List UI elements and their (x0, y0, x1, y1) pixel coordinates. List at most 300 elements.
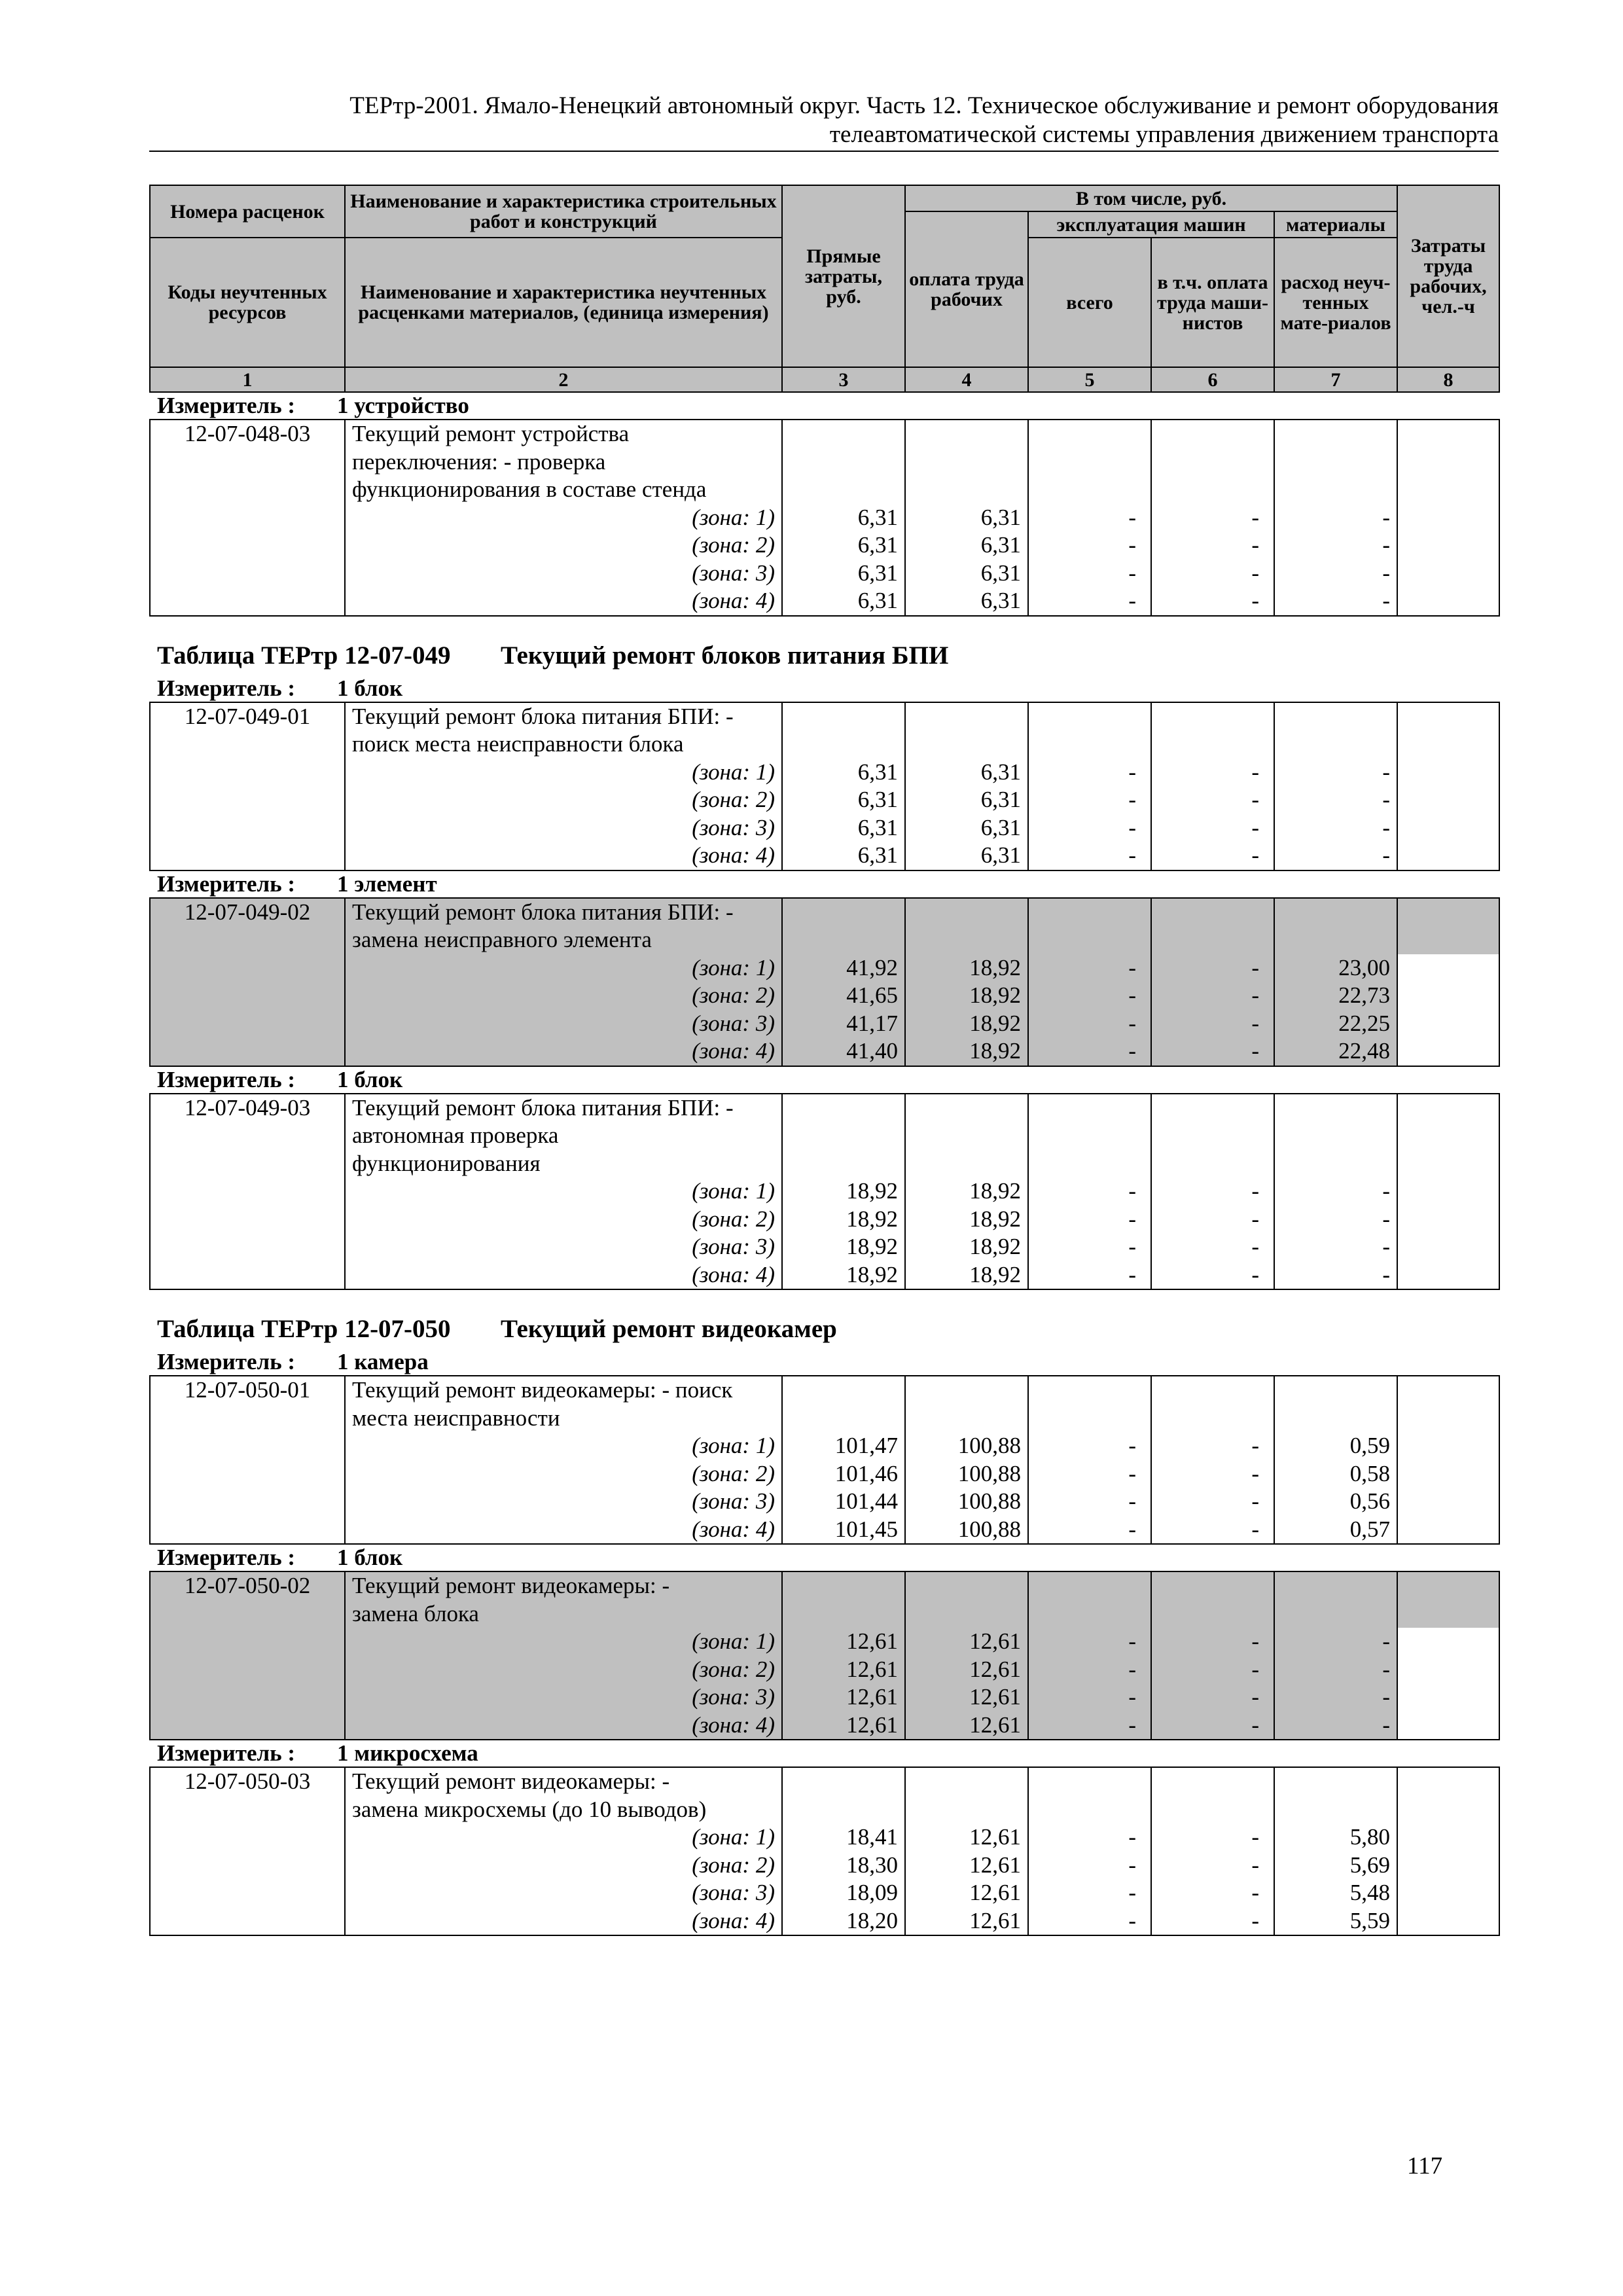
zone-label: (зона: 2) (345, 786, 782, 814)
materials: 5,48 (1274, 1879, 1397, 1907)
measure-label: Измеритель : (157, 870, 296, 897)
materials: - (1274, 814, 1397, 842)
col-num-7: 7 (1274, 367, 1397, 392)
empty-cell (782, 420, 905, 504)
col-num-6: 6 (1151, 367, 1274, 392)
machines-wage: - (1151, 1432, 1274, 1460)
empty-cell (782, 1571, 905, 1628)
materials: - (1274, 1177, 1397, 1206)
materials: - (1274, 759, 1397, 787)
machines-total: - (1028, 1656, 1151, 1684)
empty-cell (1151, 420, 1274, 504)
header-resource-codes: Коды неучтенных ресурсов (150, 238, 345, 367)
machines-total: - (1028, 982, 1151, 1010)
machines-total: - (1028, 1852, 1151, 1880)
wage: 18,92 (905, 1261, 1028, 1290)
machines-wage: - (1151, 1516, 1274, 1545)
empty-cell (1274, 1767, 1397, 1823)
machines-total: - (1028, 1010, 1151, 1038)
zone-row (150, 1879, 1499, 1907)
empty-cell (1028, 1376, 1151, 1432)
zone-row (150, 1488, 1499, 1516)
machines-wage: - (1151, 1712, 1274, 1740)
machines-total: - (1028, 786, 1151, 814)
direct-costs: 6,31 (782, 814, 905, 842)
table-header (149, 185, 1500, 393)
measure-line (149, 1067, 1499, 1093)
empty-cell (1274, 702, 1397, 759)
measure-unit: 1 блок (337, 675, 403, 701)
empty-cell (1028, 1767, 1151, 1823)
zone-row (150, 1177, 1499, 1206)
zone-row (150, 954, 1499, 982)
machines-wage: - (1151, 842, 1274, 870)
materials: - (1274, 587, 1397, 616)
rate-description-line: Текущий ремонт устройства (345, 420, 782, 448)
zone-row (150, 982, 1499, 1010)
machines-total: - (1028, 842, 1151, 870)
table-title-code: Таблица ТЕРтр 12-07-049 (157, 641, 451, 670)
zone-label: (зона: 4) (345, 1516, 782, 1545)
empty-cell (905, 898, 1028, 954)
rate-block (149, 1093, 1500, 1291)
direct-costs: 41,65 (782, 982, 905, 1010)
zone-row (150, 504, 1499, 532)
empty-cell (1397, 420, 1499, 504)
empty-cell (1397, 1376, 1499, 1432)
machines-wage: - (1151, 1233, 1274, 1261)
measure-label: Измеритель : (157, 1740, 296, 1766)
measure-unit: 1 блок (337, 1066, 403, 1092)
machines-total: - (1028, 759, 1151, 787)
table-title (149, 1315, 1499, 1344)
zone-row (150, 759, 1499, 787)
empty-cell (1151, 1767, 1274, 1823)
direct-costs: 41,40 (782, 1037, 905, 1066)
materials: 5,69 (1274, 1852, 1397, 1880)
machines-total: - (1028, 560, 1151, 588)
direct-costs: 18,20 (782, 1907, 905, 1936)
measure-label: Измеритель : (157, 1545, 296, 1570)
measure-line (149, 393, 1499, 419)
wage: 12,61 (905, 1852, 1028, 1880)
empty-cell (1151, 1094, 1274, 1178)
materials: - (1274, 1233, 1397, 1261)
wage: 100,88 (905, 1516, 1028, 1545)
materials: 22,48 (1274, 1037, 1397, 1066)
machines-total: - (1028, 504, 1151, 532)
direct-costs: 6,31 (782, 587, 905, 616)
machines-wage: - (1151, 759, 1274, 787)
zone-label: (зона: 4) (345, 1907, 782, 1936)
direct-costs: 101,45 (782, 1516, 905, 1545)
header-work-name: Наименование и характеристика строительных работ и конструкций (345, 185, 782, 238)
direct-costs: 18,92 (782, 1177, 905, 1206)
machines-wage: - (1151, 982, 1274, 1010)
zone-label: (зона: 1) (345, 1177, 782, 1206)
header-wage: оплата труда рабочих (905, 211, 1028, 367)
zone-row (150, 1852, 1499, 1880)
zone-row (150, 1656, 1499, 1684)
header-machines-wage: в т.ч. оплата труда маши-нистов (1151, 238, 1274, 367)
wage: 6,31 (905, 759, 1028, 787)
materials: 5,59 (1274, 1907, 1397, 1936)
zone-label: (зона: 1) (345, 1823, 782, 1852)
rate-code: 12-07-050-02 (150, 1571, 345, 1740)
col-num-4: 4 (905, 367, 1028, 392)
machines-wage: - (1151, 954, 1274, 982)
materials: - (1274, 1683, 1397, 1712)
rate-description-line: функционирования в составе стенда (345, 476, 782, 504)
empty-cell (1028, 898, 1151, 954)
header-rate-numbers: Номера расценок (150, 185, 345, 238)
rate-block (149, 1571, 1500, 1740)
rate-description-line: Текущий ремонт блока питания БПИ: - (345, 898, 782, 927)
machines-total: - (1028, 587, 1151, 616)
materials: - (1274, 504, 1397, 532)
rate-description-line: Текущий ремонт видеокамеры: - (345, 1571, 782, 1600)
header-material-name: Наименование и характеристика неучтенных расценками материалов, (единица измерения) (345, 238, 782, 367)
zone-row (150, 842, 1499, 870)
materials: - (1274, 531, 1397, 560)
rate-code: 12-07-048-03 (150, 420, 345, 616)
measure-line (149, 1740, 1499, 1767)
rate-block (149, 419, 1500, 617)
empty-cell (905, 1094, 1028, 1178)
machines-wage: - (1151, 1037, 1274, 1066)
empty-cell (1028, 1094, 1151, 1178)
empty-cell (905, 1767, 1028, 1823)
empty-cell (1397, 1571, 1499, 1628)
zone-label: (зона: 3) (345, 1879, 782, 1907)
zone-label: (зона: 2) (345, 1852, 782, 1880)
empty-cell (1028, 1571, 1151, 1628)
rate-description-line: переключения: - проверка (345, 448, 782, 476)
direct-costs: 12,61 (782, 1683, 905, 1712)
zone-label: (зона: 4) (345, 1261, 782, 1290)
measure-line (149, 1349, 1499, 1375)
measure-unit: 1 камера (337, 1349, 429, 1374)
machines-total: - (1028, 1683, 1151, 1712)
zone-row (150, 1206, 1499, 1234)
materials: - (1274, 786, 1397, 814)
running-header (149, 92, 1499, 149)
direct-costs: 6,31 (782, 786, 905, 814)
machines-wage: - (1151, 504, 1274, 532)
machines-total: - (1028, 1233, 1151, 1261)
header-including-group: В том числе, руб. (905, 185, 1397, 211)
zone-label: (зона: 3) (345, 560, 782, 588)
machines-total: - (1028, 954, 1151, 982)
rate-block (149, 1375, 1500, 1545)
materials: 0,56 (1274, 1488, 1397, 1516)
wage: 6,31 (905, 531, 1028, 560)
machines-wage: - (1151, 1628, 1274, 1656)
header-rule (149, 151, 1499, 152)
machines-total: - (1028, 1628, 1151, 1656)
zone-label: (зона: 4) (345, 587, 782, 616)
rate-block (149, 897, 1500, 1067)
wage: 18,92 (905, 954, 1028, 982)
zone-row (150, 1823, 1499, 1852)
materials: 22,25 (1274, 1010, 1397, 1038)
rate-description-line: Текущий ремонт видеокамеры: - (345, 1767, 782, 1796)
wage: 18,92 (905, 982, 1028, 1010)
empty-cell (1397, 1767, 1499, 1823)
machines-wage: - (1151, 531, 1274, 560)
wage: 12,61 (905, 1879, 1028, 1907)
wage: 12,61 (905, 1907, 1028, 1936)
machines-total: - (1028, 1037, 1151, 1066)
machines-total: - (1028, 1460, 1151, 1488)
machines-total: - (1028, 1879, 1151, 1907)
col-num-1: 1 (150, 367, 345, 392)
direct-costs: 101,47 (782, 1432, 905, 1460)
empty-cell (782, 1094, 905, 1178)
rate-code: 12-07-049-02 (150, 898, 345, 1066)
document-page (149, 92, 1499, 1936)
zone-label: (зона: 1) (345, 759, 782, 787)
empty-cell (1274, 1094, 1397, 1178)
empty-cell (905, 702, 1028, 759)
zone-label: (зона: 3) (345, 1233, 782, 1261)
measure-line (149, 871, 1499, 897)
materials: - (1274, 1206, 1397, 1234)
header-column-numbers (150, 367, 1499, 392)
zone-label: (зона: 1) (345, 1432, 782, 1460)
machines-total: - (1028, 1488, 1151, 1516)
direct-costs: 18,92 (782, 1261, 905, 1290)
measure-line (149, 1545, 1499, 1571)
header-labor-costs: Затраты труда рабочих, чел.-ч (1397, 185, 1499, 367)
empty-cell (1274, 1571, 1397, 1628)
machines-wage: - (1151, 1206, 1274, 1234)
machines-wage: - (1151, 587, 1274, 616)
machines-wage: - (1151, 786, 1274, 814)
empty-cell (782, 898, 905, 954)
zone-label: (зона: 2) (345, 531, 782, 560)
empty-cell (905, 1376, 1028, 1432)
wage: 12,61 (905, 1683, 1028, 1712)
rate-description-line: Текущий ремонт блока питания БПИ: - (345, 702, 782, 731)
machines-total: - (1028, 1907, 1151, 1936)
direct-costs: 6,31 (782, 759, 905, 787)
materials: 0,57 (1274, 1516, 1397, 1545)
zone-label: (зона: 1) (345, 954, 782, 982)
empty-cell (1397, 702, 1499, 759)
zone-label: (зона: 2) (345, 982, 782, 1010)
rate-code: 12-07-050-01 (150, 1376, 345, 1544)
zone-row (150, 786, 1499, 814)
zone-row (150, 1233, 1499, 1261)
machines-total: - (1028, 1823, 1151, 1852)
measure-label: Измеритель : (157, 1066, 296, 1092)
empty-cell (1397, 1094, 1499, 1178)
zone-row (150, 1683, 1499, 1712)
zone-label: (зона: 3) (345, 814, 782, 842)
zone-label: (зона: 2) (345, 1206, 782, 1234)
zone-row (150, 1907, 1499, 1936)
measure-label: Измеритель : (157, 675, 296, 701)
wage: 18,92 (905, 1037, 1028, 1066)
measure-unit: 1 элемент (337, 870, 437, 897)
wage: 18,92 (905, 1233, 1028, 1261)
empty-cell (1151, 1376, 1274, 1432)
wage: 100,88 (905, 1432, 1028, 1460)
machines-wage: - (1151, 560, 1274, 588)
direct-costs: 41,17 (782, 1010, 905, 1038)
direct-costs: 6,31 (782, 842, 905, 870)
header-machines-total: всего (1028, 238, 1151, 367)
rate-description-line: места неисправности (345, 1405, 782, 1433)
header-materials-group: материалы (1274, 211, 1397, 238)
direct-costs: 18,09 (782, 1879, 905, 1907)
machines-wage: - (1151, 1261, 1274, 1290)
machines-wage: - (1151, 1852, 1274, 1880)
empty-cell (782, 1767, 905, 1823)
direct-costs: 6,31 (782, 531, 905, 560)
zone-row (150, 1628, 1499, 1656)
wage: 6,31 (905, 504, 1028, 532)
machines-wage: - (1151, 1823, 1274, 1852)
wage: 18,92 (905, 1010, 1028, 1038)
zone-label: (зона: 3) (345, 1488, 782, 1516)
zone-label: (зона: 2) (345, 1656, 782, 1684)
materials: - (1274, 1712, 1397, 1740)
machines-wage: - (1151, 1879, 1274, 1907)
machines-wage: - (1151, 1488, 1274, 1516)
rate-description-line: Текущий ремонт блока питания БПИ: - (345, 1094, 782, 1122)
measure-line (149, 675, 1499, 702)
rate-description-line: замена микросхемы (до 10 выводов) (345, 1796, 782, 1824)
direct-costs: 18,30 (782, 1852, 905, 1880)
col-num-5: 5 (1028, 367, 1151, 392)
zone-label: (зона: 4) (345, 1037, 782, 1066)
empty-cell (1274, 898, 1397, 954)
empty-cell (1151, 702, 1274, 759)
empty-cell (905, 420, 1028, 504)
empty-cell (1151, 1571, 1274, 1628)
rate-description-line: Текущий ремонт видеокамеры: - поиск (345, 1376, 782, 1405)
materials: 5,80 (1274, 1823, 1397, 1852)
rate-description-line: автономная проверка (345, 1122, 782, 1150)
rate-description-line: функционирования (345, 1150, 782, 1178)
empty-cell (1397, 898, 1499, 954)
materials: - (1274, 842, 1397, 870)
rates-content (149, 393, 1499, 1936)
rate-block (149, 702, 1500, 871)
direct-costs: 18,41 (782, 1823, 905, 1852)
zone-row (150, 587, 1499, 616)
empty-cell (1151, 898, 1274, 954)
header-materials: расход неуч-тенных мате-риалов (1274, 238, 1397, 367)
machines-wage: - (1151, 814, 1274, 842)
zone-label: (зона: 2) (345, 1460, 782, 1488)
wage: 18,92 (905, 1177, 1028, 1206)
wage: 12,61 (905, 1712, 1028, 1740)
wage: 12,61 (905, 1656, 1028, 1684)
machines-total: - (1028, 1432, 1151, 1460)
col-num-2: 2 (345, 367, 782, 392)
direct-costs: 101,44 (782, 1488, 905, 1516)
machines-wage: - (1151, 1683, 1274, 1712)
empty-cell (1274, 420, 1397, 504)
col-num-3: 3 (782, 367, 905, 392)
zone-row (150, 1516, 1499, 1545)
empty-cell (782, 1376, 905, 1432)
measure-unit: 1 блок (337, 1545, 403, 1570)
header-direct-costs: Прямые затраты, руб. (782, 185, 905, 367)
machines-wage: - (1151, 1010, 1274, 1038)
zone-row (150, 531, 1499, 560)
zone-row (150, 1010, 1499, 1038)
header-line-2: телеавтоматической системы управления движением транспорта (829, 121, 1499, 148)
machines-total: - (1028, 1206, 1151, 1234)
machines-total: - (1028, 814, 1151, 842)
rate-description-line: поиск места неисправности блока (345, 730, 782, 759)
wage: 12,61 (905, 1823, 1028, 1852)
measure-unit: 1 устройство (337, 393, 469, 418)
empty-cell (782, 702, 905, 759)
direct-costs: 6,31 (782, 560, 905, 588)
table-title-code: Таблица ТЕРтр 12-07-050 (157, 1315, 451, 1343)
materials: - (1274, 1656, 1397, 1684)
wage: 6,31 (905, 560, 1028, 588)
zone-label: (зона: 4) (345, 1712, 782, 1740)
measure-label: Измеритель : (157, 1349, 296, 1374)
machines-total: - (1028, 531, 1151, 560)
table-title-name: Текущий ремонт видеокамер (501, 1315, 837, 1343)
materials: 0,58 (1274, 1460, 1397, 1488)
rate-code: 12-07-050-03 (150, 1767, 345, 1935)
direct-costs: 12,61 (782, 1712, 905, 1740)
direct-costs: 12,61 (782, 1656, 905, 1684)
zone-row (150, 560, 1499, 588)
direct-costs: 18,92 (782, 1206, 905, 1234)
wage: 6,31 (905, 814, 1028, 842)
wage: 12,61 (905, 1628, 1028, 1656)
zone-label: (зона: 1) (345, 504, 782, 532)
machines-wage: - (1151, 1907, 1274, 1936)
machines-wage: - (1151, 1460, 1274, 1488)
table-title (149, 641, 1499, 670)
materials: - (1274, 1261, 1397, 1290)
wage: 6,31 (905, 587, 1028, 616)
header-machines-group: эксплуатация машин (1028, 211, 1274, 238)
zone-label: (зона: 3) (345, 1683, 782, 1712)
measure-label: Измеритель : (157, 393, 296, 418)
header-line-1: ТЕРтр-2001. Ямало-Ненецкий автономный округ. Часть 12. Техническое обслуживание и ремонт оборудования (349, 92, 1499, 119)
empty-cell (905, 1571, 1028, 1628)
materials: 23,00 (1274, 954, 1397, 982)
materials: 22,73 (1274, 982, 1397, 1010)
zone-row (150, 1460, 1499, 1488)
empty-cell (1028, 702, 1151, 759)
materials: - (1274, 1628, 1397, 1656)
zone-row (150, 1432, 1499, 1460)
machines-wage: - (1151, 1656, 1274, 1684)
rate-code: 12-07-049-03 (150, 1094, 345, 1290)
wage: 100,88 (905, 1460, 1028, 1488)
rate-code: 12-07-049-01 (150, 702, 345, 870)
page-number: 117 (1407, 2153, 1443, 2179)
table-title-name: Текущий ремонт блоков питания БПИ (501, 641, 949, 670)
wage: 6,31 (905, 842, 1028, 870)
zone-row (150, 1712, 1499, 1740)
col-num-8: 8 (1397, 367, 1499, 392)
zone-row (150, 1037, 1499, 1066)
zone-label: (зона: 1) (345, 1628, 782, 1656)
